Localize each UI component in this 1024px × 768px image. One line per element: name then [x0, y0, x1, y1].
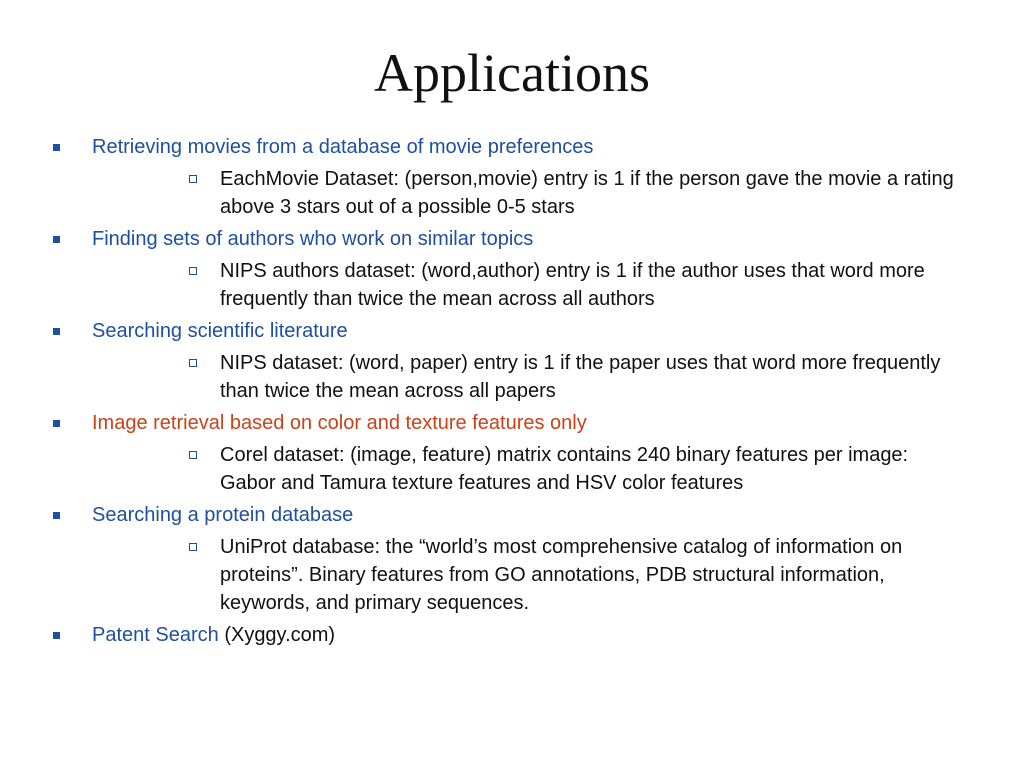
square-bullet-icon — [53, 144, 60, 151]
bullet-item-patent — [0, 621, 1024, 649]
sub-bullet-item — [92, 257, 1024, 313]
bullet-item-protein — [0, 501, 1024, 617]
bullet-heading: Searching a protein database — [92, 504, 354, 526]
slide-title: Applications — [374, 43, 650, 103]
bullet-item-movies — [0, 133, 1024, 221]
sub-bullet-text: Corel dataset: (image, feature) matrix contains 240 binary features per image: Gabor and Tamura texture features and HSV color features — [220, 444, 909, 494]
hollow-square-bullet-icon — [189, 543, 197, 551]
square-bullet-icon — [53, 328, 60, 335]
hollow-square-bullet-icon — [189, 451, 197, 459]
bullet-item-literature — [0, 317, 1024, 405]
sub-bullet-text: NIPS dataset: (word, paper) entry is 1 if the paper uses that word more frequently than twice the mean across all papers — [220, 352, 941, 402]
square-bullet-icon — [53, 236, 60, 243]
bullet-heading: Patent Search — [92, 624, 219, 646]
bullet-item-authors — [0, 225, 1024, 313]
square-bullet-icon — [53, 632, 60, 639]
sub-bullet-item — [92, 533, 1024, 617]
hollow-square-bullet-icon — [189, 267, 197, 275]
hollow-square-bullet-icon — [189, 359, 197, 367]
sub-bullet-text: NIPS authors dataset: (word,author) entry is 1 if the author uses that word more frequently than twice the mean across all authors — [220, 260, 925, 310]
square-bullet-icon — [53, 512, 60, 519]
sub-bullet-text: UniProt database: the “world’s most comprehensive catalog of information on proteins”. Binary features from GO annotations, PDB structural information, keywords, and primary sequences. — [220, 536, 903, 614]
sub-bullet-item — [92, 349, 1024, 405]
bullet-heading: Image retrieval based on color and texture features only — [92, 412, 587, 434]
bullet-list — [0, 133, 1024, 653]
sub-bullet-item — [92, 165, 1024, 221]
bullet-heading: Retrieving movies from a database of movie preferences — [92, 136, 594, 158]
bullet-item-image-retrieval — [0, 409, 1024, 497]
square-bullet-icon — [53, 420, 60, 427]
hollow-square-bullet-icon — [189, 175, 197, 183]
bullet-heading: Finding sets of authors who work on similar topics — [92, 228, 534, 250]
sub-bullet-text: EachMovie Dataset: (person,movie) entry is 1 if the person gave the movie a rating above 3 stars out of a possible 0-5 stars — [220, 168, 954, 218]
bullet-heading: Searching scientific literature — [92, 320, 348, 342]
bullet-suffix: (Xyggy.com) — [224, 624, 336, 646]
sub-bullet-item — [92, 441, 1024, 497]
